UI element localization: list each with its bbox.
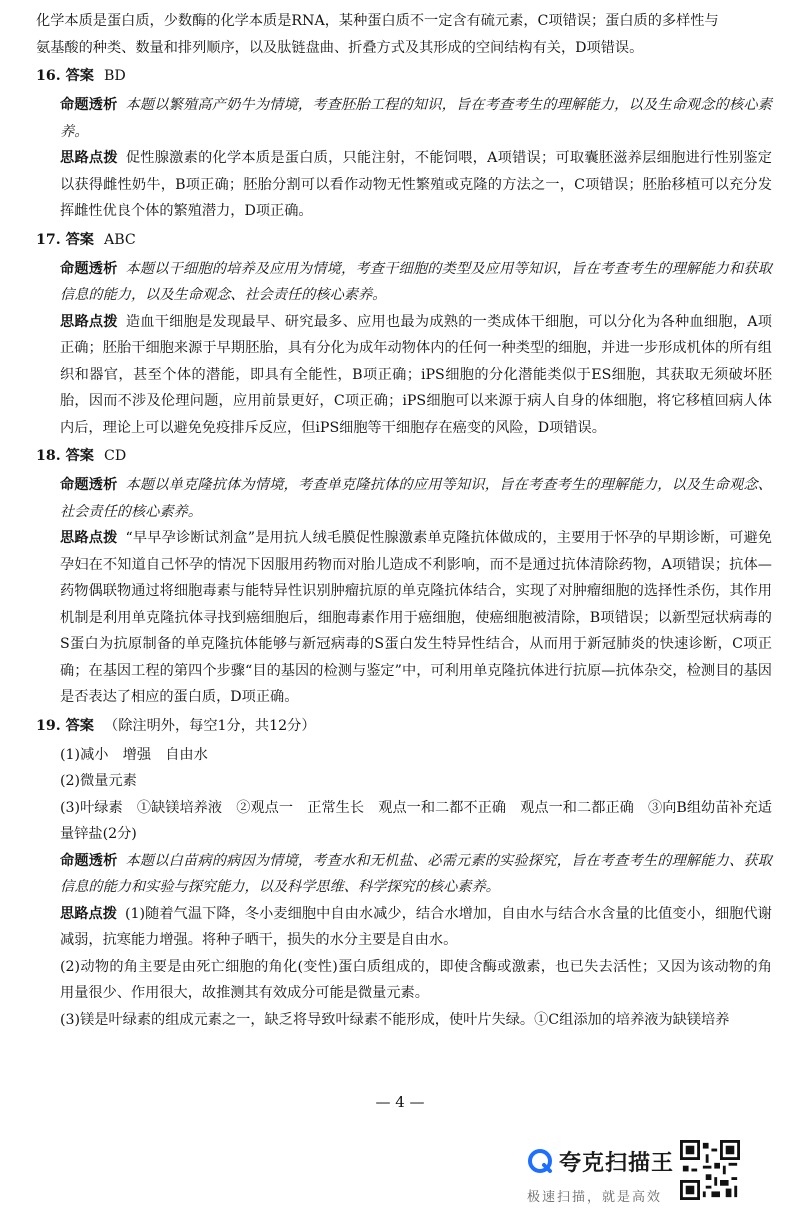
answer-17-explanation — [36, 309, 772, 442]
answer-17-analysis — [36, 256, 772, 309]
answer-17-value: ABC — [104, 231, 136, 248]
qr-code-icon — [680, 1140, 740, 1200]
paragraph-line: 化学本质是蛋白质，少数酶的化学本质是RNA，某种蛋白质不一定含有硫元素，C项错误；蛋白质的多样性与 — [36, 13, 719, 29]
explanation-label: 思路点拨 — [60, 905, 117, 922]
explanation-text: 造血干细胞是发现最早、研究最多、应用也最为成熟的一类成体干细胞，可以分化为各种血细胞，A项正确；胚胎干细胞来源于早期胚胎，具有分化为成年动物体内的任何一种类型的细胞，并进一步形成机体的所有组织和器官，甚至个体的潜能，即具有全能性，B项正确；iPS细胞的分化潜能类似于ES细胞，其获取无须破坏胚胎，因而不涉及伦理问题，应用前景更好，C项正确；iPS细胞可以来源于病人自身的体细胞，将它移植回病人体内后，理论上可以避免免疫排斥反应，但iPS细胞等干细胞存在癌变的风险，D项错误。 — [60, 313, 772, 436]
analysis-text: 本题以干细胞的培养及应用为情境，考查干细胞的类型及应用等知识，旨在考查考生的理解能力和获取信息的能力，以及生命观念、社会责任的核心素养。 — [60, 260, 772, 303]
answer-19-label: 19. 答案 — [36, 717, 94, 734]
explanation-label: 思路点拨 — [60, 150, 118, 166]
answer-18-value: CD — [104, 448, 127, 464]
answer-18-analysis — [36, 472, 772, 525]
scanner-watermark — [527, 1140, 677, 1210]
analysis-text: 本题以白苗病的病因为情境，考查水和无机盐、必需元素的实验探究，旨在考查考生的理解能力、获取信息的能力和实验与探究能力，以及科学思维、科学探究的核心素养。 — [60, 852, 772, 895]
analysis-label: 命题透析 — [60, 852, 118, 869]
answer-19-explanation-3: (3)镁是叶绿素的组成元素之一，缺乏将导致叶绿素不能形成，使叶片失绿。①C组添加的培养液为缺镁培养 — [60, 1011, 730, 1028]
answer-19-part3: (3)叶绿素 ①缺镁培养液 ②观点一 正常生长 观点一和二都不正确 观点一和二都正确 ③向B组幼苗补充适量锌盐(2分) — [60, 799, 772, 842]
explanation-text: “早早孕诊断试剂盒”是用抗人绒毛膜促性腺激素单克隆抗体做成的，主要用于怀孕的早期诊断，可避免孕妇在不知道自己怀孕的情况下因服用药物而对胎儿造成不利影响，而不是通过抗体清除药物，A项错误；抗体—药物偶联物通过将细胞毒素与能特异性识别肿瘤抗原的单克隆抗体结合，实现了对肿瘤细胞的选择性杀伤，其作用机制是利用单克隆抗体寻找到癌细胞后，细胞毒素作用于癌细胞，使癌细胞被清除，B项错误；以新型冠状病毒的S蛋白为抗原制备的单克隆抗体能够与新冠病毒的S蛋白发生特异性结合，从而用于新冠肺炎的快速诊断，C项正确；在基因工程的第四个步骤“目的基因的检测与鉴定”中，可利用单克隆抗体进行抗原—抗体杂交，检测目的基因是否表达了相应的蛋白质，D项正确。 — [60, 530, 772, 705]
answer-19-value: （除注明外，每空1分，共12分） — [104, 717, 316, 734]
answer-19-header — [36, 711, 772, 742]
answer-18-explanation — [36, 525, 772, 711]
explanation-text: 促性腺激素的化学本质是蛋白质，只能注射，不能饲喂，A项错误；可取囊胚滋养层细胞进行性别鉴定以获得雌性奶牛，B项正确；胚胎分割可以看作动物无性繁殖或克隆的方法之一，C项错误；胚胎移植可以充分发挥雌性优良个体的繁殖潜力，D项正确。 — [60, 150, 772, 219]
paragraph-line: 氨基酸的种类、数量和排列顺序，以及肽链盘曲、折叠方式及其形成的空间结构有关，D项错误。 — [36, 39, 644, 56]
explanation-label: 思路点拨 — [60, 530, 118, 546]
explanation-label: 思路点拨 — [60, 313, 118, 330]
quark-logo-icon — [527, 1148, 553, 1174]
answer-17-label: 17. 答案 — [36, 231, 94, 248]
analysis-text: 本题以繁殖高产奶牛为情境，考查胚胎工程的知识，旨在考查考生的理解能力，以及生命观念的核心素养。 — [60, 97, 772, 140]
answer-16-analysis — [36, 92, 772, 145]
analysis-label: 命题透析 — [60, 260, 118, 277]
answer-19-part2: (2)微量元素 — [60, 773, 137, 789]
answer-16-value: BD — [104, 68, 126, 84]
answer-16-header — [36, 61, 772, 92]
analysis-text: 本题以单克隆抗体为情境，考查单克隆抗体的应用等知识，旨在考查考生的理解能力，以及生命观念、社会责任的核心素养。 — [60, 477, 772, 520]
answer-16-label: 16. 答案 — [36, 68, 94, 84]
answer-18-header — [36, 441, 772, 472]
page-number: — 4 — — [375, 1093, 425, 1111]
answer-19-explanation — [36, 901, 772, 954]
answer-17-header — [36, 225, 772, 256]
answer-16-explanation — [36, 145, 772, 225]
explanation-text: (1)随着气温下降，冬小麦细胞中自由水减少，结合水增加，自由水与结合水含量的比值变小，细胞代谢减弱，抗寒能力增强。将种子晒干，损失的水分主要是自由水。 — [60, 905, 772, 948]
analysis-label: 命题透析 — [60, 97, 118, 113]
analysis-label: 命题透析 — [60, 477, 118, 493]
answer-18-label: 18. 答案 — [36, 448, 94, 464]
answer-19-explanation-2: (2)动物的角主要是由死亡细胞的角化(变性)蛋白质组成的，即使含酶或激素，也已失去活性；又因为该动物的角用量很少、作用很大，故推测其有效成分可能是微量元素。 — [60, 958, 772, 1001]
answer-19-analysis — [36, 848, 772, 901]
brand-name: 夸克扫描王 — [559, 1151, 675, 1176]
answer-19-part1: (1)减小 增强 自由水 — [60, 746, 208, 763]
answer-content — [36, 8, 772, 1033]
brand-slogan: 极速扫描，就是高效 — [527, 1190, 663, 1205]
